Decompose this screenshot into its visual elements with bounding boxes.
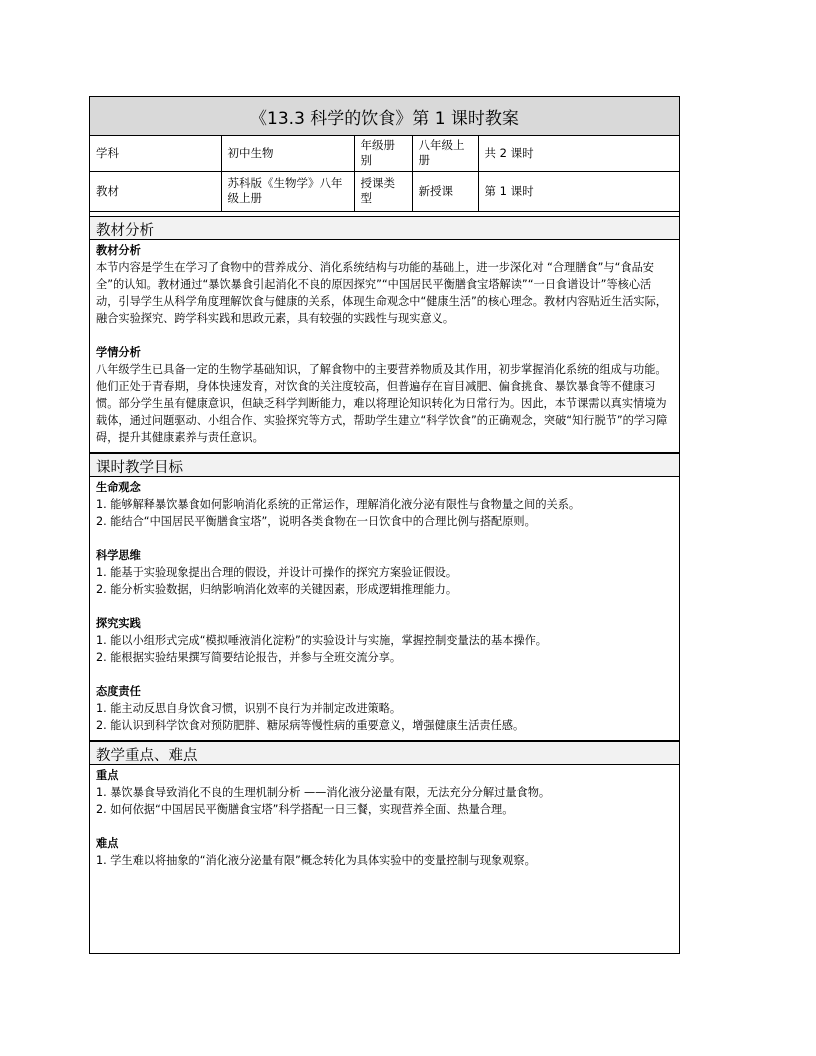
difficulty-item: 1. 学生难以将抽象的“消化液分泌量有限”概念转化为具体实验中的变量控制与现象观察。 <box>96 853 536 867</box>
subheading-learner: 学情分析 <box>96 345 141 359</box>
section-body-analysis <box>90 240 679 453</box>
info-cell: 学科 <box>90 136 221 171</box>
section-heading-analysis: 教材分析 <box>90 216 679 240</box>
subheading-objective-group: 态度责任 <box>96 684 141 698</box>
objective-item: 2. 能分析实验数据，归纳影响消化效率的关键因素，形成逻辑推理能力。 <box>96 582 458 596</box>
objective-item: 1. 能够解释暴饮暴食如何影响消化系统的正常运作，理解消化液分泌有限性与食物量之间的关系。 <box>96 497 581 511</box>
learner-paragraph: 八年级学生已具备一定的生物学基础知识，了解食物中的主要营养物质及其作用，初步掌握消化系统的组成与功能。他们正处于青春期，身体快速发育，对饮食的关注度较高，但普遍存在盲目减肥、偏食挑食、暴饮暴食等不健康习惯。部分学生虽有健康意识，但缺乏科学判断能力，难以将理论知识转化为日常行为。因此，本节课需以真实情境为载体，通过问题驱动、小组合作、实验探究等方式，帮助学生建立“科学饮食”的正确观念，突破“知行脱节”的学习障碍，提升其健康素养与责任意识。 <box>96 362 668 444</box>
info-cell: 教材 <box>90 171 221 211</box>
objective-item: 1. 能基于实验现象提出合理的假设，并设计可操作的探究方案验证假设。 <box>96 565 458 579</box>
lesson-plan-document <box>89 96 680 954</box>
objective-item: 2. 能根据实验结果撰写简要结论报告，并参与全班交流分享。 <box>96 650 402 664</box>
key-item: 2. 如何依据“中国居民平衡膳食宝塔”科学搭配一日三餐，实现营养全面、热量合理。 <box>96 802 514 816</box>
objective-item: 1. 能主动反思自身饮食习惯，识别不良行为并制定改进策略。 <box>96 701 402 715</box>
objective-item: 2. 能结合“中国居民平衡膳食宝塔”，说明各类食物在一日饮食中的合理比例与搭配原则。 <box>96 514 536 528</box>
material-paragraph: 本节内容是学生在学习了食物中的营养成分、消化系统结构与功能的基础上，进一步深化对 “合理膳食”与“食品安全”的认知。教材通过“暴饮暴食引起消化不良的原因探究”“中国居民平衡膳食宝塔解读”“一日食谱设计”等核心活动，引导学生从科学角度理解饮食与健康的关系，体现生命观念中“健康生活”的核心理念。教材内容贴近生活实际，融合实验探究、跨学科实践和思政元素，具有较强的实践性与现实意义。 <box>96 260 667 325</box>
info-table <box>90 136 679 212</box>
subheading-key: 重点 <box>96 768 119 782</box>
document-title: 《13.3 科学的饮食》第 1 课时教案 <box>90 97 679 136</box>
subheading-objective-group: 科学思维 <box>96 548 141 562</box>
info-cell: 授课类型 <box>354 171 412 211</box>
section-heading-objectives: 课时教学目标 <box>90 453 679 477</box>
section-body-objectives <box>90 477 679 741</box>
objective-item: 2. 能认识到科学饮食对预防肥胖、糖尿病等慢性病的重要意义，增强健康生活责任感。 <box>96 718 525 732</box>
info-cell: 共 2 课时 <box>478 136 679 171</box>
section-body-keypoints <box>90 765 679 875</box>
objective-item: 1. 能以小组形式完成“模拟唾液消化淀粉”的实验设计与实施，掌握控制变量法的基本操作。 <box>96 633 547 647</box>
info-cell: 年级册别 <box>354 136 412 171</box>
info-cell: 新授课 <box>412 171 478 211</box>
section-heading-keypoints: 教学重点、难点 <box>90 741 679 765</box>
info-row-subject <box>90 136 679 171</box>
info-cell: 苏科版《生物学》八年级上册 <box>221 171 354 211</box>
info-cell: 第 1 课时 <box>478 171 679 211</box>
subheading-difficulty: 难点 <box>96 836 119 850</box>
info-cell: 八年级上册 <box>412 136 478 171</box>
info-row-textbook <box>90 171 679 211</box>
subheading-objective-group: 生命观念 <box>96 480 141 494</box>
subheading-material: 教材分析 <box>96 243 141 257</box>
key-item: 1. 暴饮暴食导致消化不良的生理机制分析 ——消化液分泌量有限，无法充分分解过量食物。 <box>96 785 551 799</box>
info-cell: 初中生物 <box>221 136 354 171</box>
subheading-objective-group: 探究实践 <box>96 616 141 630</box>
